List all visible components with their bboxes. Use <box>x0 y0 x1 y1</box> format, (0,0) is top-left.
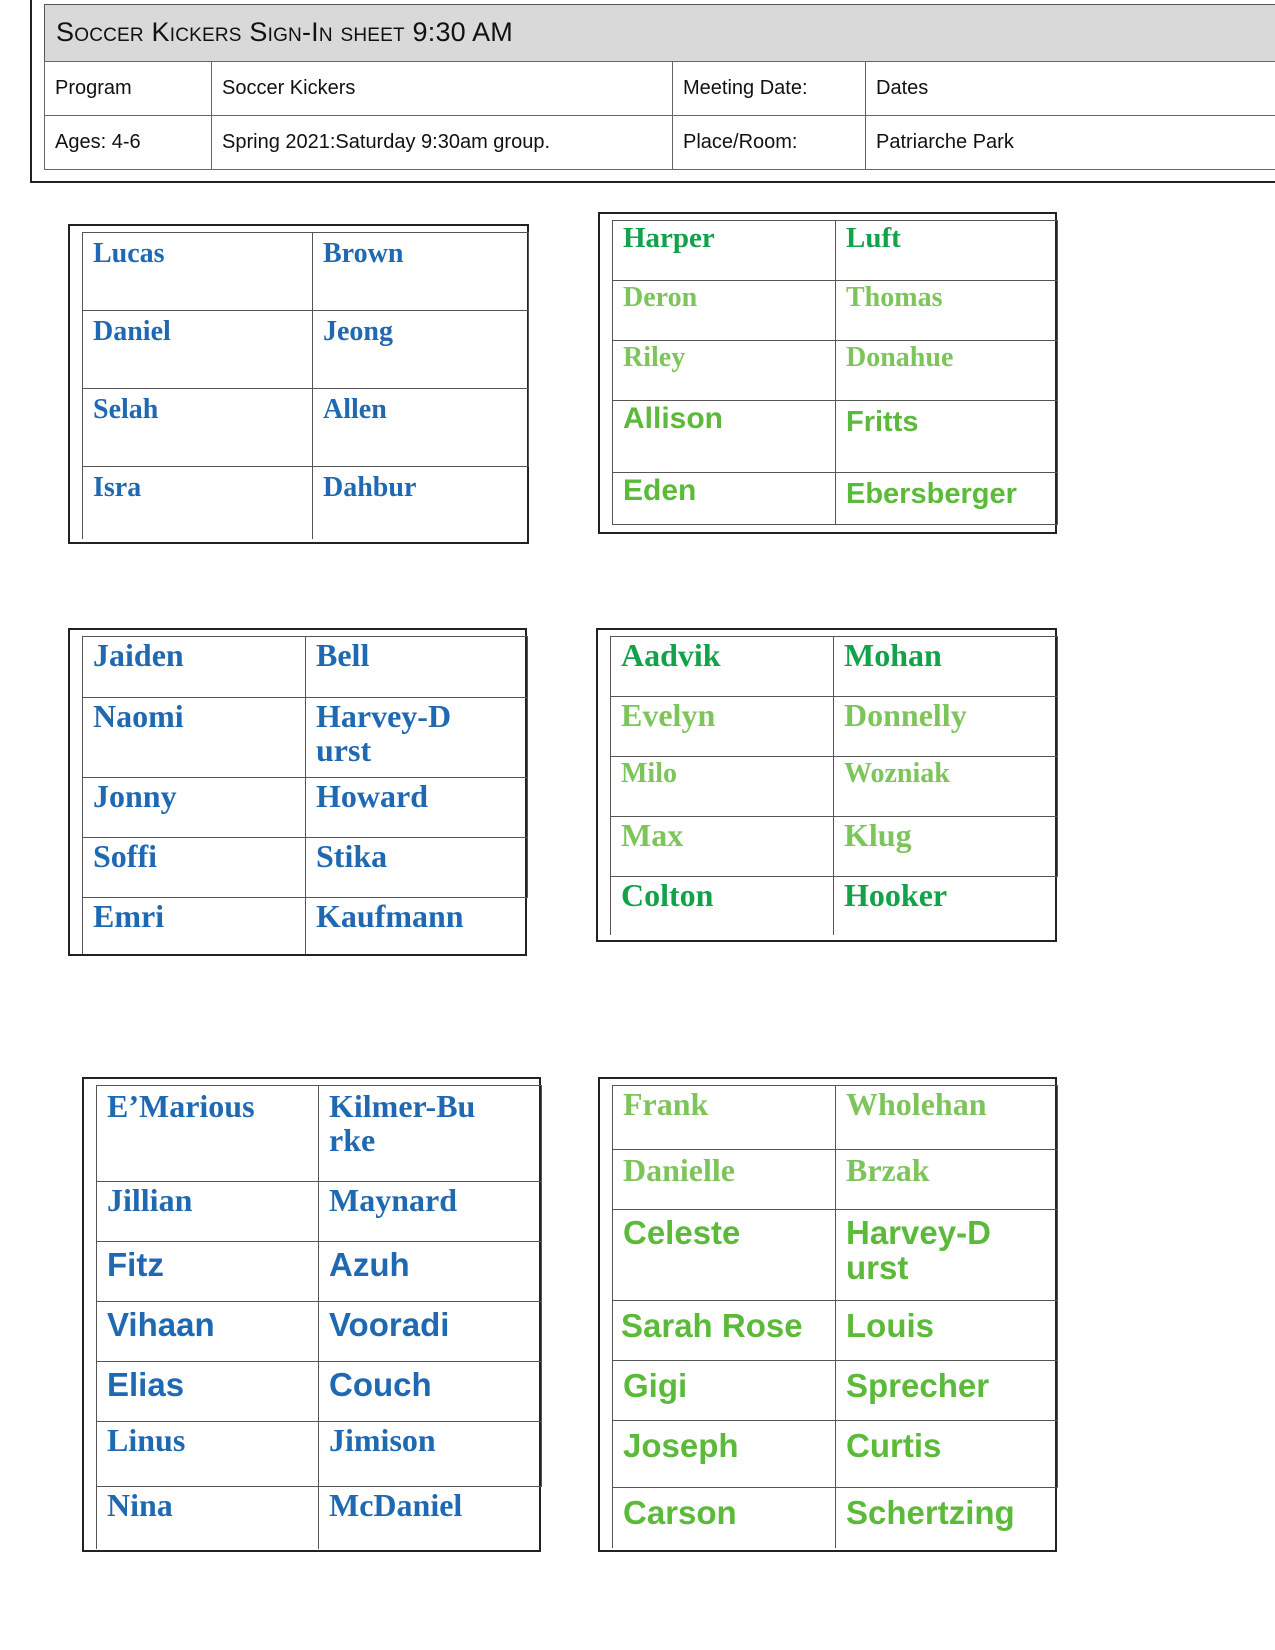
first-name: Lucas <box>83 233 313 311</box>
first-name: Frank <box>613 1086 836 1150</box>
sheet-title-bar <box>44 4 1275 62</box>
first-name: Aadvik <box>611 637 834 697</box>
roster-table-1 <box>68 224 529 544</box>
first-name: Naomi <box>83 698 306 778</box>
table-row <box>97 1362 542 1422</box>
last-name: Fritts <box>836 401 1058 473</box>
last-name: Azuh <box>319 1242 542 1302</box>
roster-table-6 <box>598 1077 1057 1552</box>
table-row <box>613 341 1058 401</box>
table-row <box>83 898 528 954</box>
last-name: Wozniak <box>834 757 1058 817</box>
first-name: Soffi <box>83 838 306 898</box>
table-row <box>83 838 528 898</box>
first-name: Jonny <box>83 778 306 838</box>
table-row <box>613 1210 1058 1301</box>
first-name: Vihaan <box>97 1302 319 1362</box>
table-row <box>611 877 1058 935</box>
last-name: Donnelly <box>834 697 1058 757</box>
first-name: Selah <box>83 389 313 467</box>
first-name: Max <box>611 817 834 877</box>
table-row <box>613 1488 1058 1548</box>
table-row <box>613 1086 1058 1150</box>
table-row <box>613 221 1058 281</box>
table-row <box>97 1302 542 1362</box>
roster-table-3 <box>68 628 527 956</box>
first-name: Allison <box>613 401 836 473</box>
meeting-date-label: Meeting Date: <box>673 62 866 116</box>
first-name: Danielle <box>613 1150 836 1210</box>
last-name: Louis <box>836 1301 1058 1361</box>
table-row <box>83 467 529 539</box>
table-row <box>611 697 1058 757</box>
first-name: Celeste <box>613 1210 836 1301</box>
first-name: Elias <box>97 1362 319 1422</box>
last-name: Howard <box>306 778 528 838</box>
last-name: Luft <box>836 221 1058 281</box>
table-row <box>611 757 1058 817</box>
table-row <box>613 473 1058 525</box>
table-row <box>613 281 1058 341</box>
last-name: Kaufmann <box>306 898 528 954</box>
ages-label: Ages: 4-6 <box>45 116 212 170</box>
header-row-ages <box>45 116 1275 170</box>
table-row <box>613 1421 1058 1488</box>
last-name: Maynard <box>319 1182 542 1242</box>
group-value: Spring 2021:Saturday 9:30am group. <box>212 116 673 170</box>
last-name: Mohan <box>834 637 1058 697</box>
place-value: Patriarche Park <box>866 116 1275 170</box>
last-name: Couch <box>319 1362 542 1422</box>
program-value: Soccer Kickers <box>212 62 673 116</box>
first-name: Evelyn <box>611 697 834 757</box>
program-label: Program <box>45 62 212 116</box>
last-name: Donahue <box>836 341 1058 401</box>
first-name: Isra <box>83 467 313 539</box>
first-name: Carson <box>613 1488 836 1548</box>
last-name: Stika <box>306 838 528 898</box>
last-name: Harvey-Durst <box>836 1210 1058 1301</box>
table-row <box>613 1301 1058 1361</box>
table-row <box>97 1242 542 1302</box>
table-row <box>83 389 529 467</box>
table-row <box>613 401 1058 473</box>
last-name: Ebersberger <box>836 473 1058 525</box>
table-row <box>83 698 528 778</box>
last-name: Klug <box>834 817 1058 877</box>
first-name: Emri <box>83 898 306 954</box>
table-row <box>613 1150 1058 1210</box>
last-name: Jeong <box>313 311 529 389</box>
last-name: Jimison <box>319 1422 542 1487</box>
first-name: Nina <box>97 1487 319 1549</box>
first-name: Daniel <box>83 311 313 389</box>
table-row <box>611 637 1058 697</box>
table-row <box>97 1422 542 1487</box>
first-name: Sarah Rose <box>613 1301 836 1361</box>
last-name: Brzak <box>836 1150 1058 1210</box>
last-name: Dahbur <box>313 467 529 539</box>
header-row-program <box>45 62 1275 116</box>
last-name: Hooker <box>834 877 1058 935</box>
table-row <box>83 311 529 389</box>
last-name: Schertzing <box>836 1488 1058 1548</box>
last-name: Bell <box>306 637 528 698</box>
last-name: Harvey-Durst <box>306 698 528 778</box>
first-name: Jillian <box>97 1182 319 1242</box>
first-name: Colton <box>611 877 834 935</box>
last-name: Wholehan <box>836 1086 1058 1150</box>
place-label: Place/Room: <box>673 116 866 170</box>
meeting-date-value: Dates <box>866 62 1275 116</box>
first-name: Milo <box>611 757 834 817</box>
last-name: Thomas <box>836 281 1058 341</box>
table-row <box>97 1086 542 1182</box>
first-name: Linus <box>97 1422 319 1487</box>
roster-table-2 <box>598 212 1057 534</box>
first-name: Deron <box>613 281 836 341</box>
first-name: E’Marious <box>97 1086 319 1182</box>
first-name: Gigi <box>613 1361 836 1421</box>
last-name: McDaniel <box>319 1487 542 1549</box>
first-name: Jaiden <box>83 637 306 698</box>
table-row <box>97 1487 542 1549</box>
table-row <box>83 778 528 838</box>
last-name: Allen <box>313 389 529 467</box>
last-name: Curtis <box>836 1421 1058 1488</box>
first-name: Harper <box>613 221 836 281</box>
table-row <box>83 233 529 311</box>
table-row <box>83 637 528 698</box>
last-name: Sprecher <box>836 1361 1058 1421</box>
last-name: Vooradi <box>319 1302 542 1362</box>
last-name: Kilmer-Burke <box>319 1086 542 1182</box>
roster-table-5 <box>82 1077 541 1552</box>
header-info-table <box>44 61 1275 170</box>
table-row <box>611 817 1058 877</box>
table-row <box>97 1182 542 1242</box>
sheet-title: Soccer Kickers Sign-In sheet 9:30 AM <box>56 17 513 47</box>
first-name: Riley <box>613 341 836 401</box>
first-name: Joseph <box>613 1421 836 1488</box>
roster-table-4 <box>596 628 1057 942</box>
table-row <box>613 1361 1058 1421</box>
last-name: Brown <box>313 233 529 311</box>
first-name: Fitz <box>97 1242 319 1302</box>
first-name: Eden <box>613 473 836 525</box>
